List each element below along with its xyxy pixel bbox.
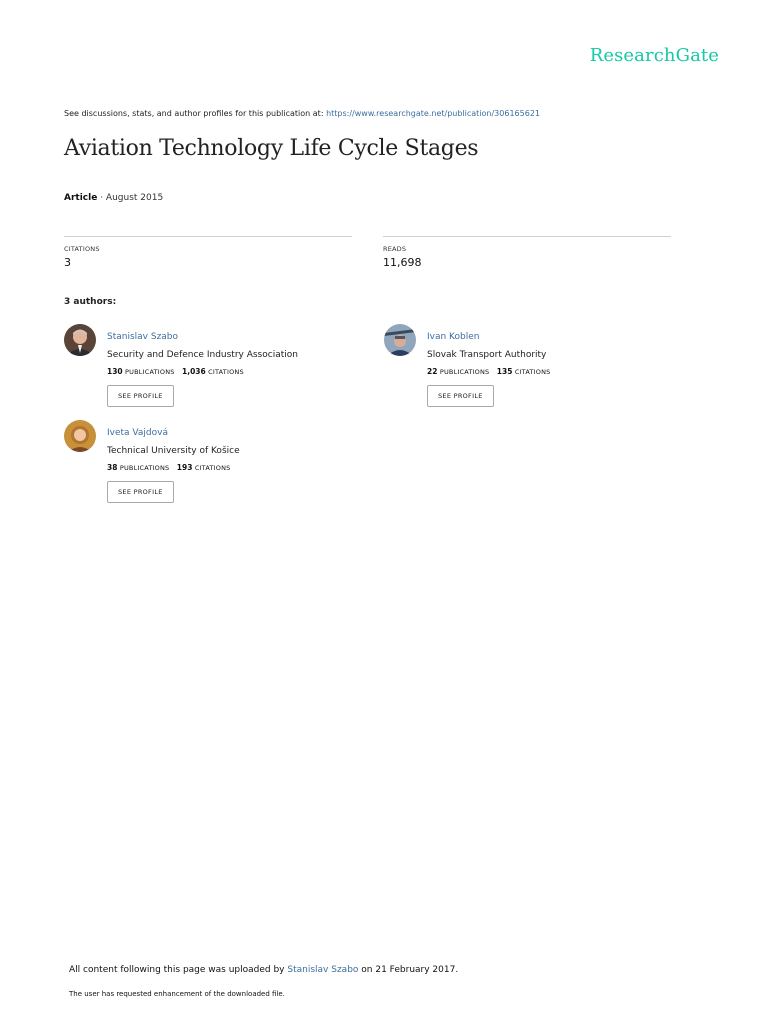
citations-value: 3 (64, 256, 71, 269)
publications-count: 22 (427, 367, 438, 376)
discussion-text: See discussions, stats, and author profiles for this publication at: (64, 109, 324, 118)
uploader-link[interactable]: Stanislav Szabo (287, 965, 359, 975)
upload-suffix: on 21 February 2017. (361, 965, 459, 975)
citations-count: 193 (176, 463, 193, 472)
author-institution: Technical University of Košice (107, 446, 240, 456)
see-profile-button[interactable]: SEE PROFILE (107, 481, 174, 503)
avatar-photo-icon (64, 420, 96, 452)
author-avatar[interactable] (64, 324, 96, 356)
author-stats (107, 463, 240, 472)
author-info (107, 324, 298, 407)
reads-label: READS (383, 245, 407, 253)
publication-meta (64, 193, 163, 203)
author-name-link[interactable]: Ivan Koblen (427, 332, 480, 342)
author-stats (427, 367, 555, 376)
publications-label: PUBLICATIONS (119, 464, 170, 472)
citations-label: CITATIONS (208, 368, 244, 376)
see-profile-button[interactable]: SEE PROFILE (427, 385, 494, 407)
publications-label: PUBLICATIONS (125, 368, 175, 376)
citations-label: CITATIONS (514, 368, 551, 376)
reads-value: 11,698 (383, 256, 422, 269)
citations-count: 135 (496, 367, 513, 376)
citations-count: 1,036 (182, 367, 206, 376)
citations-label: CITATIONS (64, 245, 100, 253)
publication-url-link[interactable]: https://www.researchgate.net/publication/306165621 (326, 109, 540, 118)
author-info (427, 324, 555, 407)
reads-stat (383, 236, 671, 269)
see-profile-button[interactable]: SEE PROFILE (107, 385, 174, 407)
upload-prefix: All content following this page was uploaded by (69, 965, 285, 975)
publication-date: August 2015 (105, 193, 164, 203)
upload-notice (69, 965, 458, 975)
author-name-link[interactable]: Stanislav Szabo (107, 332, 179, 342)
author-avatar[interactable] (64, 420, 96, 452)
author-institution: Slovak Transport Authority (427, 350, 547, 360)
enhancement-note: The user has requested enhancement of the downloaded file. (69, 990, 285, 998)
avatar-photo-icon (64, 324, 96, 356)
author-info (107, 420, 240, 503)
citations-label: CITATIONS (194, 464, 231, 472)
citations-stat (64, 236, 352, 269)
author-name-link[interactable]: Iveta Vajdová (107, 428, 168, 438)
avatar-photo-icon (384, 324, 416, 356)
publication-title: Aviation Technology Life Cycle Stages (64, 136, 479, 161)
meta-separator: · (97, 193, 106, 203)
author-avatar[interactable] (384, 324, 416, 356)
publications-count: 130 (107, 367, 123, 376)
researchgate-logo[interactable]: ResearchGate (589, 45, 719, 66)
author-stats (107, 367, 298, 376)
publications-label: PUBLICATIONS (439, 368, 490, 376)
publication-type: Article (64, 193, 98, 203)
discussion-line (64, 109, 540, 118)
publications-count: 38 (107, 463, 118, 472)
author-institution: Security and Defence Industry Association (107, 350, 298, 360)
authors-heading: 3 authors: (64, 297, 117, 307)
